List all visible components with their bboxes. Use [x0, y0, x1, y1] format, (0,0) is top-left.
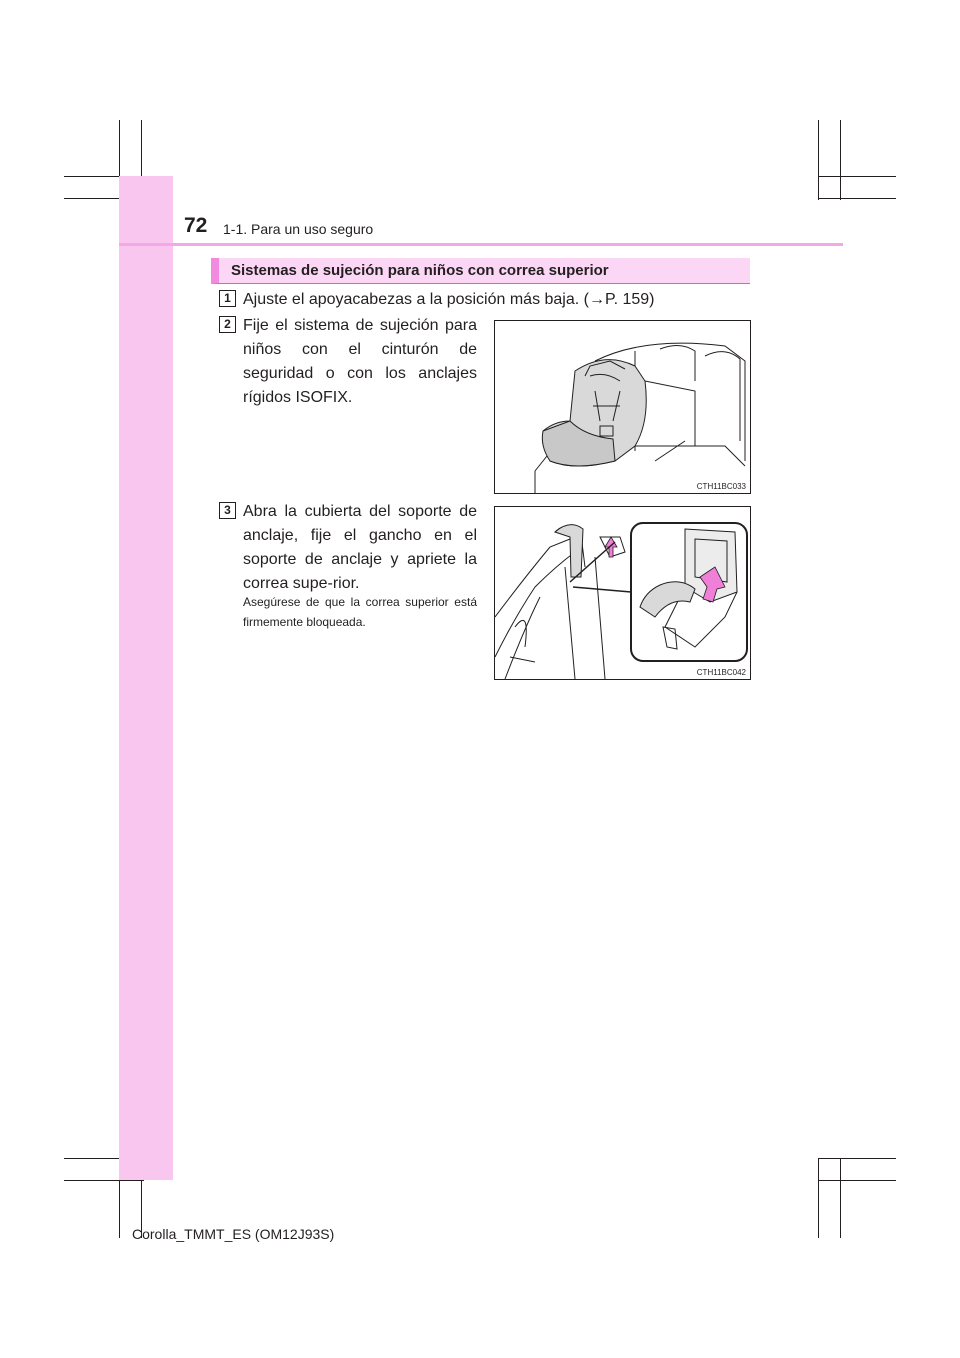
- step-3-text: Abra la cubierta del soporte de anclaje, fije el gancho en el soporte de anclaje y apriete la correa supe-rior.: [243, 503, 477, 592]
- crop-mark: [818, 120, 819, 200]
- page-number: 72: [184, 214, 208, 237]
- chapter-band: [119, 176, 173, 1180]
- crop-mark: [840, 120, 841, 200]
- step-3-note: Asegúrese de que la correa superior está firmemente bloqueada.: [243, 595, 477, 629]
- figure-anchor-strap: [494, 506, 751, 680]
- child-seat-illustration: [495, 321, 750, 493]
- step-3-badge: 3: [219, 502, 236, 519]
- step-2-badge: 2: [219, 316, 236, 333]
- crop-mark: [818, 1158, 819, 1238]
- figure-code: CTH11BC042: [696, 668, 746, 677]
- step-2-text: Fije el sistema de sujeción para niños con el cinturón de seguridad o con los anclajes rígidos ISOFIX.: [243, 317, 477, 406]
- crop-mark: [818, 1158, 896, 1159]
- figure-code: CTH11BC033: [696, 482, 746, 491]
- crop-mark: [818, 176, 896, 177]
- crop-mark: [64, 1180, 144, 1181]
- figure-child-seat: [494, 320, 751, 494]
- crop-mark: [818, 198, 896, 199]
- step-1-badge: 1: [219, 290, 236, 307]
- step-1-text: Ajuste el apoyacabezas a la posición más baja. (→P. 159): [243, 291, 655, 308]
- header-rule: [119, 243, 843, 246]
- section-title-bar: [211, 258, 750, 284]
- footer-text: Corolla_TMMT_ES (OM12J93S): [132, 1226, 335, 1242]
- anchor-strap-illustration: [495, 507, 750, 679]
- crop-mark: [840, 1158, 841, 1238]
- section-title: Sistemas de sujeción para niños con correa superior: [231, 262, 609, 279]
- crop-mark: [818, 1180, 896, 1181]
- section-reference: 1-1. Para un uso seguro: [223, 221, 374, 237]
